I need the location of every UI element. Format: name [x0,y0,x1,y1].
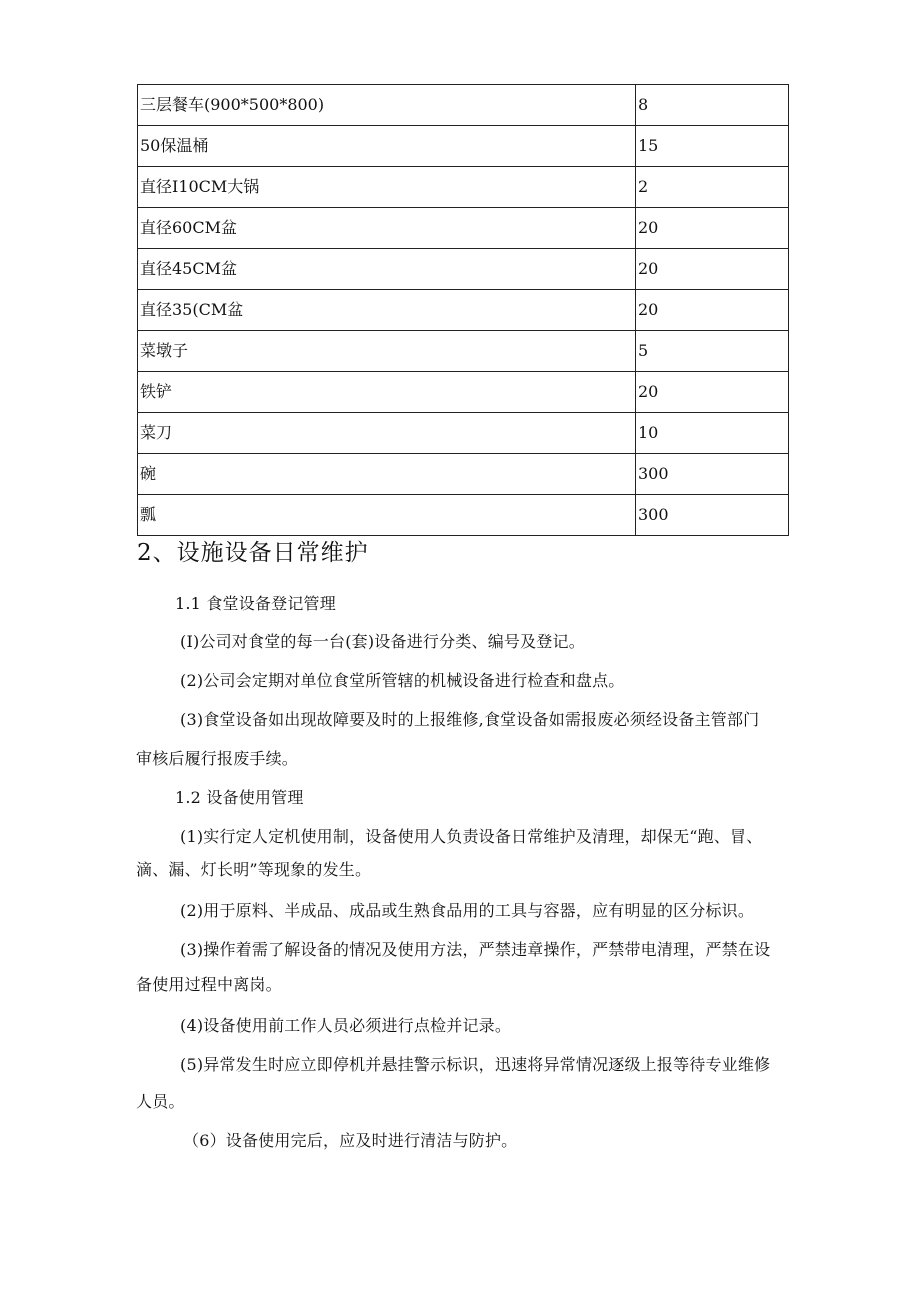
equipment-qty-cell: 15 [636,126,789,167]
equipment-name-cell: 直径35(CM盆 [138,290,636,331]
paragraph-line: 审核后履行报废手续。 [136,749,299,768]
equipment-name-cell: 菜墩子 [138,331,636,372]
table-row [138,413,789,454]
paragraph-line: （6）设备使用完后，应及时进行清洁与防护。 [183,1131,518,1150]
equipment-qty-cell: 2 [636,167,789,208]
equipment-name-cell: 直径45CM盆 [138,249,636,290]
table-row [138,167,789,208]
table-row [138,495,789,536]
equipment-name-cell: 直径I10CM大锅 [138,167,636,208]
paragraph-line: (I)公司对食堂的每一台(套)设备进行分类、编号及登记。 [180,632,585,651]
equipment-qty-cell: 20 [636,249,789,290]
paragraph-line: (3)操作着需了解设备的情况及使用方法，严禁违章操作，严禁带电清理，严禁在设 [180,940,771,959]
section-heading: 2、设施设备日常维护 [137,540,369,566]
equipment-qty-cell: 5 [636,331,789,372]
equipment-qty-cell: 10 [636,413,789,454]
equipment-name-cell: 50保温桶 [138,126,636,167]
paragraph-line: (1)实行定人定机使用制，设备使用人负责设备日常维护及清理，却保无“跑、冒、 [180,827,763,846]
table-row [138,126,789,167]
equipment-name-cell: 铁铲 [138,372,636,413]
paragraph-line: (4)设备使用前工作人员必须进行点检并记录。 [180,1016,512,1035]
subsection-title: 1.1 食堂设备登记管理 [175,594,336,613]
table-row [138,454,789,495]
table-row [138,372,789,413]
table-row [138,331,789,372]
paragraph-line: (2)公司会定期对单位食堂所管辖的机械设备进行检查和盘点。 [180,671,625,690]
paragraph-line: (3)食堂设备如出现故障要及时的上报维修,食堂设备如需报废必须经设备主管部门 [180,710,760,729]
equipment-name-cell: 碗 [138,454,636,495]
equipment-qty-cell: 300 [636,495,789,536]
equipment-table [137,84,789,536]
equipment-qty-cell: 20 [636,208,789,249]
equipment-name-cell: 菜刀 [138,413,636,454]
paragraph-line: (2)用于原料、半成品、成品或生熟食品用的工具与容器，应有明显的区分标识。 [180,901,755,920]
equipment-qty-cell: 20 [636,290,789,331]
equipment-qty-cell: 20 [636,372,789,413]
paragraph-line: 备使用过程中离岗。 [136,975,282,994]
table-row [138,208,789,249]
paragraph-line: (5)异常发生时应立即停机并悬挂警示标识，迅速将异常情况逐级上报等待专业维修 [180,1055,771,1074]
paragraph-line: 滴、漏、灯长明”等现象的发生。 [136,860,372,879]
equipment-name-cell: 三层餐车(900*500*800) [138,85,636,126]
equipment-qty-cell: 300 [636,454,789,495]
table-row [138,290,789,331]
equipment-name-cell: 直径60CM盆 [138,208,636,249]
equipment-name-cell: 瓢 [138,495,636,536]
table-row [138,85,789,126]
table-row [138,249,789,290]
equipment-qty-cell: 8 [636,85,789,126]
subsection-title: 1.2 设备使用管理 [175,788,304,807]
paragraph-line: 人员。 [136,1092,185,1111]
